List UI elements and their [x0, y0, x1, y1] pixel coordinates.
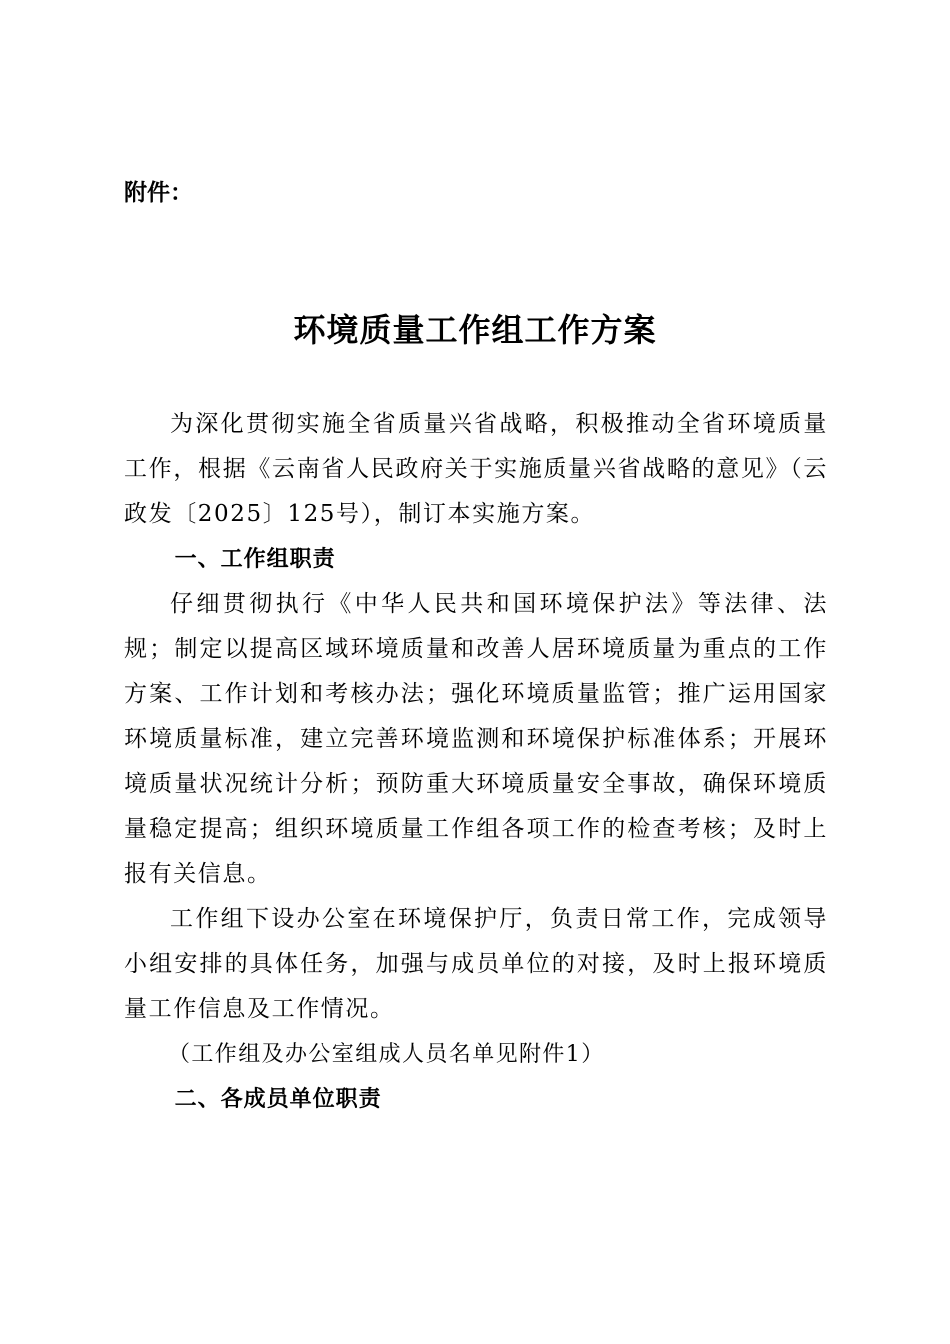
section1-note: （工作组及办公室组成人员名单见附件1）: [168, 1042, 605, 1067]
document-title: 环境质量工作组工作方案: [293, 311, 657, 349]
section1-heading: 一、工作组职责: [174, 547, 336, 572]
section2-heading: 二、各成员单位职责: [174, 1087, 382, 1112]
intro-paragraph: 为深化贯彻实施全省质量兴省战略，积极推动全省环境质量工作，根据《云南省人民政府关于实施质量兴省战略的意见》（云政发〔2025〕125号），制订本实施方案。: [124, 411, 828, 527]
document-body: [124, 402, 828, 1122]
section1-paragraph-office: 工作组下设办公室在环境保护厅，负责日常工作，完成领导小组安排的具体任务，加强与成员单位的对接，及时上报环境质量工作信息及工作情况。: [124, 906, 828, 1022]
attachment-label: 附件：: [124, 180, 193, 206]
section1-paragraph-duties: 仔细贯彻执行《中华人民共和国环境保护法》等法律、法规；制定以提高区域环境质量和改善人居环境质量为重点的工作方案、工作计划和考核办法；强化环境质量监管；推广运用国家环境质量标准，建立完善环境监测和环境保护标准体系；开展环境质量状况统计分析；预防重大环境质量安全事故，确保环境质量稳定提高；组织环境质量工作组各项工作的检查考核；及时上报有关信息。: [124, 591, 828, 887]
